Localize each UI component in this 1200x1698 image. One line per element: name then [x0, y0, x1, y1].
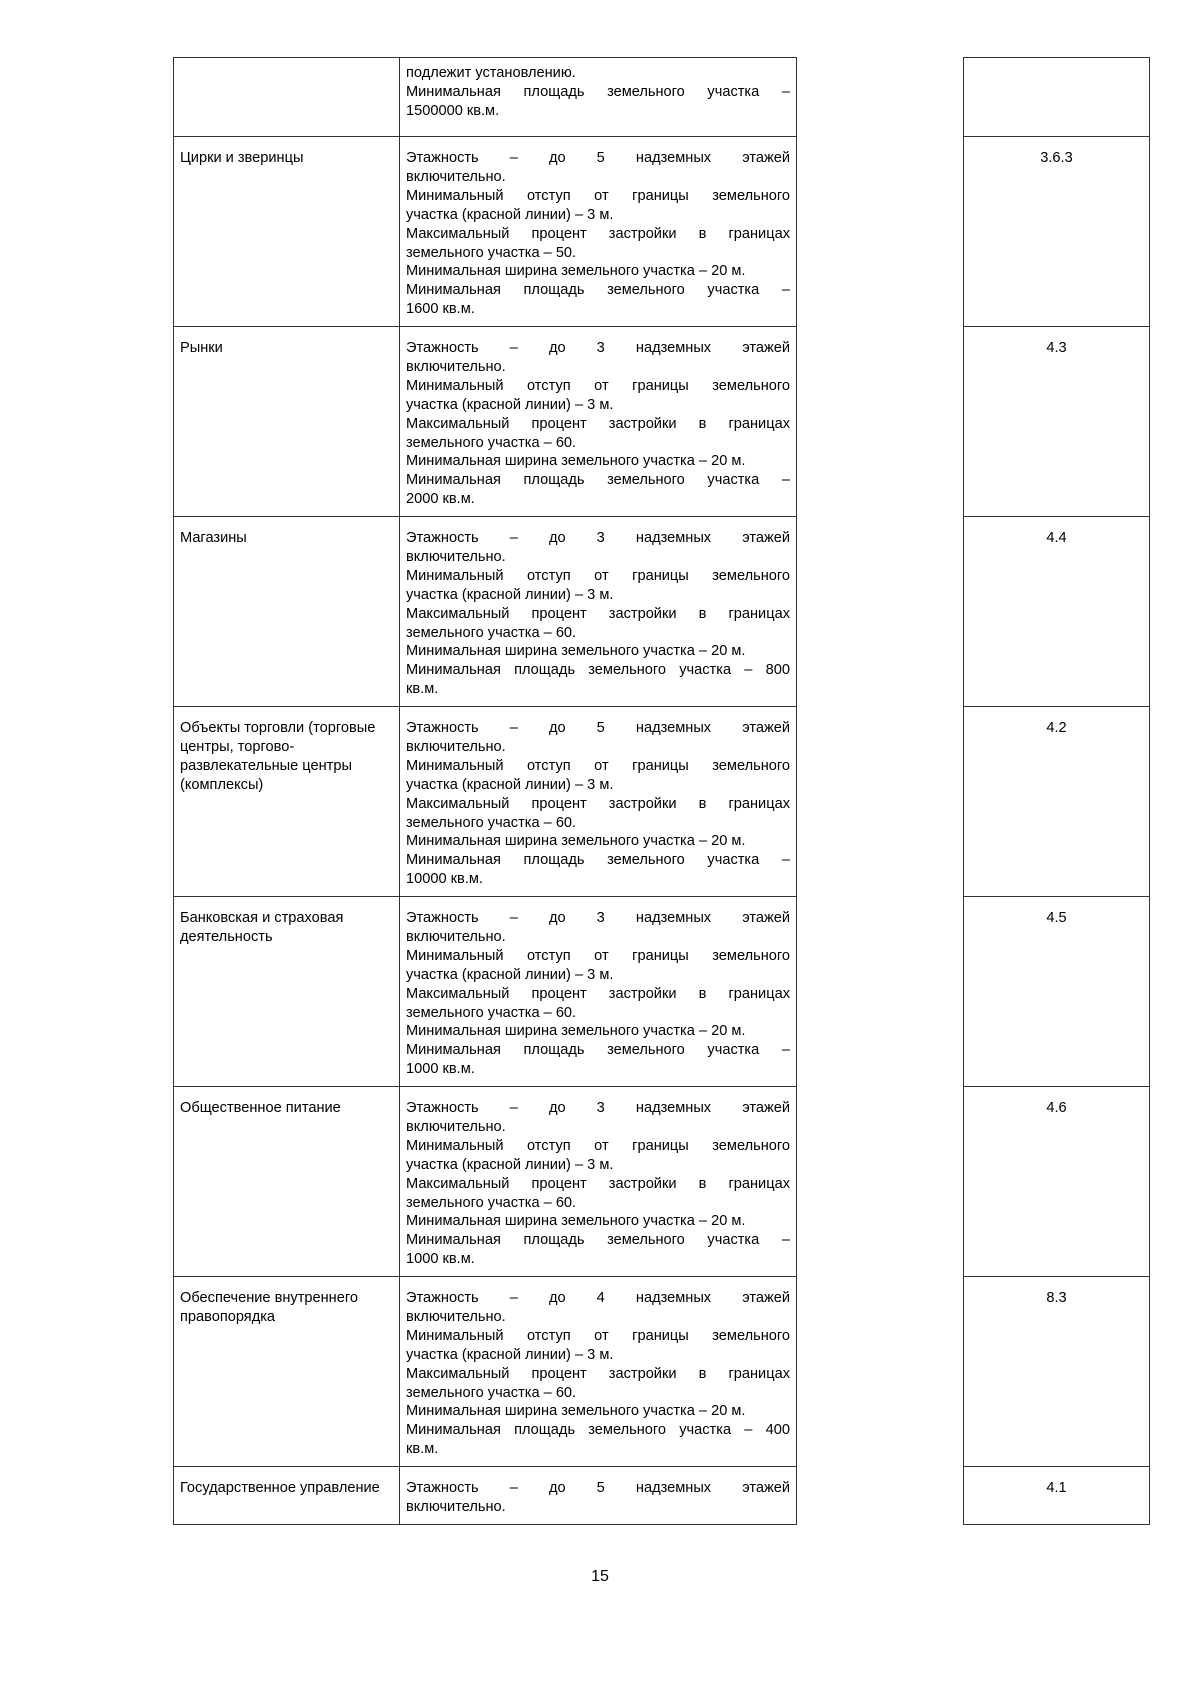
- parameter-line: включительно.: [406, 548, 506, 565]
- parameter-line: включительно.: [406, 928, 506, 945]
- parameter-line: Минимальная ширина земельного участка – 20 м.: [406, 1213, 746, 1230]
- table-body: [174, 58, 1150, 1525]
- parameter-line: Этажность – до 3 надземных этажей: [406, 340, 790, 356]
- parameters-cell: [400, 137, 797, 327]
- parameter-line: участка (красной линии) – 3 м.: [406, 966, 614, 983]
- use-type-cell: Магазины: [174, 517, 400, 707]
- parameter-line: Минимальный отступ от границы земельного: [406, 187, 790, 204]
- parameter-line: участка (красной линии) – 3 м.: [406, 776, 614, 793]
- parameter-line: включительно.: [406, 1498, 506, 1515]
- parameter-line: Минимальная площадь земельного участка –: [406, 472, 790, 489]
- use-type-cell: Государственное управление: [174, 1467, 400, 1525]
- parameter-line: 2000 кв.м.: [406, 491, 475, 508]
- parameter-line: кв.м.: [406, 681, 439, 698]
- parameter-line: участка (красной линии) – 3 м.: [406, 1156, 614, 1173]
- parameter-line: Этажность – до 3 надземных этажей: [406, 910, 790, 926]
- parameter-line: земельного участка – 60.: [406, 1004, 577, 1021]
- parameter-line: Минимальный отступ от границы земельного: [406, 757, 790, 774]
- parameter-line: Минимальный отступ от границы земельного: [406, 377, 790, 394]
- parameter-line: участка (красной линии) – 3 м.: [406, 206, 614, 223]
- use-type-cell: Рынки: [174, 327, 400, 517]
- use-code-cell: 8.3: [964, 1277, 1150, 1467]
- parameter-line: Минимальная ширина земельного участка – 20 м.: [406, 1023, 746, 1040]
- parameter-line: Максимальный процент застройки в границах: [406, 1365, 790, 1382]
- parameter-line: Этажность – до 3 надземных этажей: [406, 1100, 790, 1116]
- parameter-line: 1500000 кв.м.: [406, 102, 500, 119]
- parameters-cell: [400, 1087, 797, 1277]
- use-code-cell: 4.6: [964, 1087, 1150, 1277]
- parameter-line: включительно.: [406, 738, 506, 755]
- parameter-line: Этажность – до 5 надземных этажей: [406, 1480, 790, 1496]
- parameter-line: Минимальная площадь земельного участка – 400: [406, 1422, 790, 1439]
- page-number: 15: [591, 1568, 609, 1585]
- parameters-cell: [400, 517, 797, 707]
- parameter-line: Минимальная площадь земельного участка –: [406, 852, 790, 869]
- table-row: [174, 707, 1150, 897]
- parameter-line: подлежит установлению.: [406, 65, 576, 81]
- parameter-line: Минимальный отступ от границы земельного: [406, 947, 790, 964]
- use-type-cell: Обеспечение внутреннего правопорядка: [174, 1277, 400, 1467]
- parameter-line: Этажность – до 5 надземных этажей: [406, 150, 790, 166]
- use-type-cell: Банковская и страховая деятельность: [174, 897, 400, 1087]
- parameter-line: 1000 кв.м.: [406, 1061, 475, 1078]
- parameter-line: Этажность – до 5 надземных этажей: [406, 720, 790, 736]
- use-code-cell: 4.4: [964, 517, 1150, 707]
- parameter-line: Минимальный отступ от границы земельного: [406, 567, 790, 584]
- parameter-line: Минимальная площадь земельного участка – 800: [406, 662, 790, 679]
- parameters-cell: [400, 327, 797, 517]
- use-type-cell: [174, 58, 400, 137]
- land-use-table: [173, 57, 1150, 1525]
- table-row: [174, 517, 1150, 707]
- use-code-cell: 4.2: [964, 707, 1150, 897]
- table-row: [174, 1277, 1150, 1467]
- use-type-cell: Объекты торговли (торговые центры, торгово-развлекательные центры (комплексы): [174, 707, 400, 897]
- table-row: [174, 137, 1150, 327]
- parameter-line: участка (красной линии) – 3 м.: [406, 586, 614, 603]
- parameters-cell: [400, 707, 797, 897]
- parameter-line: Максимальный процент застройки в границах: [406, 605, 790, 622]
- parameter-line: Минимальная площадь земельного участка –: [406, 1042, 790, 1059]
- parameter-line: Этажность – до 4 надземных этажей: [406, 1290, 790, 1306]
- parameters-cell: [400, 1277, 797, 1467]
- parameter-line: Максимальный процент застройки в границах: [406, 225, 790, 242]
- parameter-line: Минимальная ширина земельного участка – 20 м.: [406, 453, 746, 470]
- parameter-line: Минимальный отступ от границы земельного: [406, 1137, 790, 1154]
- parameter-line: Минимальная площадь земельного участка –: [406, 1232, 790, 1249]
- parameters-cell: [400, 897, 797, 1087]
- parameter-line: включительно.: [406, 168, 506, 185]
- parameter-line: Максимальный процент застройки в границах: [406, 985, 790, 1002]
- parameter-line: участка (красной линии) – 3 м.: [406, 396, 614, 413]
- parameter-line: 1600 кв.м.: [406, 301, 475, 318]
- use-code-cell: [964, 58, 1150, 137]
- parameter-line: земельного участка – 60.: [406, 1384, 577, 1401]
- table-row: [174, 1087, 1150, 1277]
- table-row: [174, 58, 1150, 137]
- table-row: [174, 897, 1150, 1087]
- parameter-line: участка (красной линии) – 3 м.: [406, 1346, 614, 1363]
- empty-merged-cell: [797, 58, 964, 1525]
- parameter-line: Максимальный процент застройки в границах: [406, 1175, 790, 1192]
- parameter-line: Максимальный процент застройки в границах: [406, 415, 790, 432]
- parameters-cell: [400, 1467, 797, 1525]
- parameter-line: Минимальная ширина земельного участка – 20 м.: [406, 643, 746, 660]
- parameter-line: 10000 кв.м.: [406, 871, 483, 888]
- parameter-line: включительно.: [406, 358, 506, 375]
- parameter-line: Минимальный отступ от границы земельного: [406, 1327, 790, 1344]
- parameter-line: Минимальная ширина земельного участка – 20 м.: [406, 833, 746, 850]
- parameter-line: Минимальная ширина земельного участка – 20 м.: [406, 1403, 746, 1420]
- parameter-line: Минимальная ширина земельного участка – 20 м.: [406, 263, 746, 280]
- use-type-cell: Общественное питание: [174, 1087, 400, 1277]
- parameter-line: земельного участка – 60.: [406, 814, 577, 831]
- use-type-cell: Цирки и зверинцы: [174, 137, 400, 327]
- parameter-line: кв.м.: [406, 1441, 439, 1458]
- parameter-line: Этажность – до 3 надземных этажей: [406, 530, 790, 546]
- parameter-line: земельного участка – 60.: [406, 1194, 577, 1211]
- parameter-line: земельного участка – 60.: [406, 624, 577, 641]
- parameter-line: земельного участка – 60.: [406, 434, 577, 451]
- use-code-cell: 4.5: [964, 897, 1150, 1087]
- use-code-cell: 4.1: [964, 1467, 1150, 1525]
- parameter-line: Максимальный процент застройки в границах: [406, 795, 790, 812]
- parameters-cell: [400, 58, 797, 137]
- parameter-line: Минимальная площадь земельного участка –: [406, 83, 790, 100]
- table-row: [174, 327, 1150, 517]
- use-code-cell: 3.6.3: [964, 137, 1150, 327]
- use-code-cell: 4.3: [964, 327, 1150, 517]
- parameter-line: включительно.: [406, 1118, 506, 1135]
- parameter-line: включительно.: [406, 1308, 506, 1325]
- parameter-line: земельного участка – 50.: [406, 244, 577, 261]
- parameter-line: Минимальная площадь земельного участка –: [406, 282, 790, 299]
- table-row: [174, 1467, 1150, 1525]
- parameter-line: 1000 кв.м.: [406, 1251, 475, 1268]
